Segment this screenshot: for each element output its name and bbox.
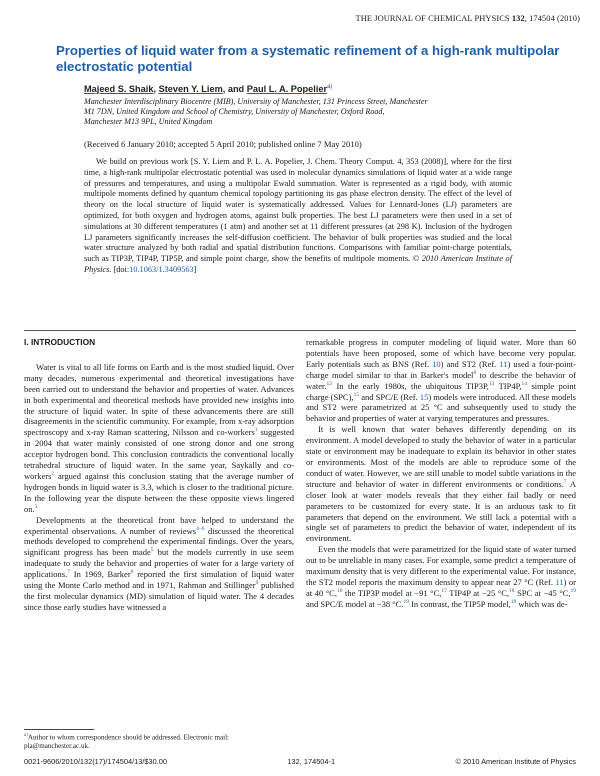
page-footer: [24, 757, 576, 766]
footer-copyright: © 2010 American Institute of Physics: [455, 757, 576, 766]
section-divider: [24, 330, 576, 331]
affiliation-line: M1 7DN, United Kingdom and School of Chemistry, University of Manchester, Oxford Road,: [84, 107, 385, 116]
footnote: [24, 732, 294, 751]
journal-name: THE JOURNAL OF CHEMICAL PHYSICS: [355, 14, 510, 23]
right-column: remarkable progress in computer modeling of liquid water. More than 60 potentials have been proposed, some of which have become very popular. Early potentials such as BNS (Ref. 10) and ST2 (Ref. 11) used a four-point-charge model similar to that in Barker's model$^8$ to describe the behavior of water.$^{12}$ In the early 1980s, the ubiquitous TIP3P,$^{13}$ TIP4P,$^{14}$ simple point charge (SPC),$^{15}$ and SPC/E (Ref. 15) models were introduced. All these models and ST2 were parametrized at 25 °C and subsequently used to study the behavior and properties of water at varying temperatures and pressures. It is well known that water behaves differently depending on its environment. A model developed to study the behavior of water in a particular state or environment may be inadequate to explain its behavior in other states or environments. Most of the models are able to reproduce some of the conduct of water. However, we are still unable to model subtle variations in the structure and behavior of water in different environments or conditions.$^7$ A closer look at water models reveals that they either fail badly or need parameters to be customized for every state. It is an arduous task to fit parameters that depend on the environment. We still lack a potential with a single set of parameters to predict the behavior of water, independent of its environment. Even the models that were parametrized for the liquid state of water turned out to be unreliable in many cases. For example, some predict a temperature of maximum density that is very different to the experimental value. For instance, the ST2 model reports the maximum density to appear near 27 °C (Ref. 11) or at 40 °C,$^{16}$ the TIP3P model at −91 °C,$^{17}$ TIP4P at −25 °C,$^{18}$ SPC at −45 °C,$^{19}$ and SPC/E model at −38 °C.$^{19}$ In contrast, the TIP5P model,$^{18}$ which was de-: [306, 337, 577, 609]
affiliations: [84, 97, 554, 127]
copyright-notice: © 2010 American Institute of Physics.: [84, 254, 512, 274]
received-dates: (Received 6 January 2010; accepted 5 April 2010; published online 7 May 2010): [84, 139, 362, 149]
author-link[interactable]: Paul L. A. Popelier: [246, 84, 328, 95]
article-info: 174504 (2010): [529, 14, 580, 23]
footnote-mark: a): [24, 733, 28, 738]
footnote-mark[interactable]: a): [327, 84, 333, 90]
paper-title: Properties of liquid water from a systematic refinement of a high-rank multipolar electrostatic potential: [56, 43, 560, 74]
footnote-text: Author to whom correspondence should be addressed. Electronic mail: pla@manchester.ac.uk.: [24, 733, 230, 751]
abstract: We build on previous work [S. Y. Liem and P. L. A. Popelier, J. Chem. Theory Comput. 4, 353 (2008)], where for the first time, a high-rank multipolar electrostatic potential was used in molecular dynamics simulations of liquid water at a wide range of pressures and temperatures, and using a multipolar Ewald summation. Water is represented as a rigid body, with atomic multipole moments defined by quantum chemical topology partitioning its gas phase electron density. The effect of the level of theory on the local structure of liquid water is systematically addressed. Values for Lennard-Jones (LJ) parameters are optimized, for both oxygen and hydrogen atoms, against bulk properties. The best LJ parameters were then used in a set of simulations at 30 different temperatures (1 atm) and another set at 11 different pressures (at 298 K). Inclusion of the hydrogen LJ parameters significantly increases the self-diffusion coefficient. The behavior of bulk properties was studied and the local water structure analyzed by both radial and spatial distribution functions. Comparisons with familiar point-charge potentials, such as TIP3P, TIP4P, TIP5P, and simple point charge, show the benefits of multipole moments. © 2010 American Institute of Physics. [doi:10.1063/1.3409563]: [84, 157, 512, 274]
doi-link[interactable]: 10.1063/1.3409563: [129, 264, 194, 274]
affiliation-line: Manchester M13 9PL, United Kingdom: [84, 117, 213, 126]
footer-identifier: 0021-9606/2010/132(17)/174504/13/$30.00: [24, 757, 168, 766]
section-heading: I. INTRODUCTION: [24, 337, 96, 347]
journal-volume: 132: [511, 14, 525, 23]
left-column: I. INTRODUCTION Water is vital to all life forms on Earth and is the most studied liquid. Over many decades, numerous experimental and theoretical investigations have been carried out to understand the behavior and properties of water. Advances in both experimental and theoretical methods have provided new insights into the structure of liquid water. In spite of these advancements there are still disagreements in the scientific community. For example, from x-ray adsorption spectroscopy and x-ray Raman scattering, Nilsson and co-workers$^1$ suggested in 2004 that water mainly consisted of one strong donor and one strong acceptor hydrogen bond. This conclusion contradicts the conventional locally tetrahedral structure of liquid water. In the same year, Saykally and co-workers$^2$ argued against this conclusion stating that the average number of hydrogen bonds in liquid water is 3.3, which is closer to the traditional picture. In the following year the dispute between the these opposite views lingered on.$^3$ Developments at the theoretical front have helped to understand the experimental observations. A number of reviews$^{4-6}$ discussed the theoretical methods developed to comprehend the experimental findings. Over the years, significant progress has been made$^5$ but the models currently in use seem inadequate to study the behavior and properties of water for a large variety of applications.$^7$ In 1969, Barker$^8$ reported the first simulation of liquid water using the Monte Carlo method and in 1971, Rahman and Stillinger$^9$ published the first molecular dynamics (MD) simulation of liquid water. The 4 decades since those early studies have witnessed a: [24, 337, 294, 612]
abstract-text: We build on previous work [S. Y. Liem and P. L. A. Popelier, J. Chem. Theory Comput. 4, 353 (2008)], where for the first time, a high-rank multipolar electrostatic potential was used in molecular dynamics simulations of liquid water at a wide range of pressures and temperatures, and using a multipolar Ewald summation. Water is represented as a rigid body, with atomic multipole moments defined by quantum chemical topology partitioning its gas phase electron density. The effect of the level of theory on the local structure of liquid water is systematically addressed. Values for Lennard-Jones (LJ) parameters are optimized, for both oxygen and hydrogen atoms, against bulk properties. The best LJ parameters were then used in a set of simulations at 30 different temperatures (1 atm) and another set at 11 different pressures (at 298 K). Inclusion of the hydrogen LJ parameters significantly increases the self-diffusion coefficient. The behavior of bulk properties was studied and the local water structure analyzed by both radial and spatial distribution functions. Comparisons with familiar point-charge potentials, such as TIP3P, TIP4P, TIP5P, and simple point charge, show the benefits of multipole moments.: [84, 157, 512, 264]
author-link[interactable]: Majeed S. Shaik: [84, 84, 154, 95]
author-link[interactable]: Steven Y. Liem: [158, 84, 223, 95]
page-number: 132, 174504-1: [287, 757, 336, 766]
running-head: THE JOURNAL OF CHEMICAL PHYSICS 132, 174504 (2010): [355, 14, 580, 23]
affiliation-line: Manchester Interdisciplinary Biocentre (MIB), University of Manchester, 131 Princess Street, Manchester: [84, 97, 428, 106]
footnote-divider: [24, 729, 94, 730]
author-list: Majeed S. Shaik, Steven Y. Liem, and Paul L. A. Popelier$^{a)}$: [84, 84, 333, 95]
